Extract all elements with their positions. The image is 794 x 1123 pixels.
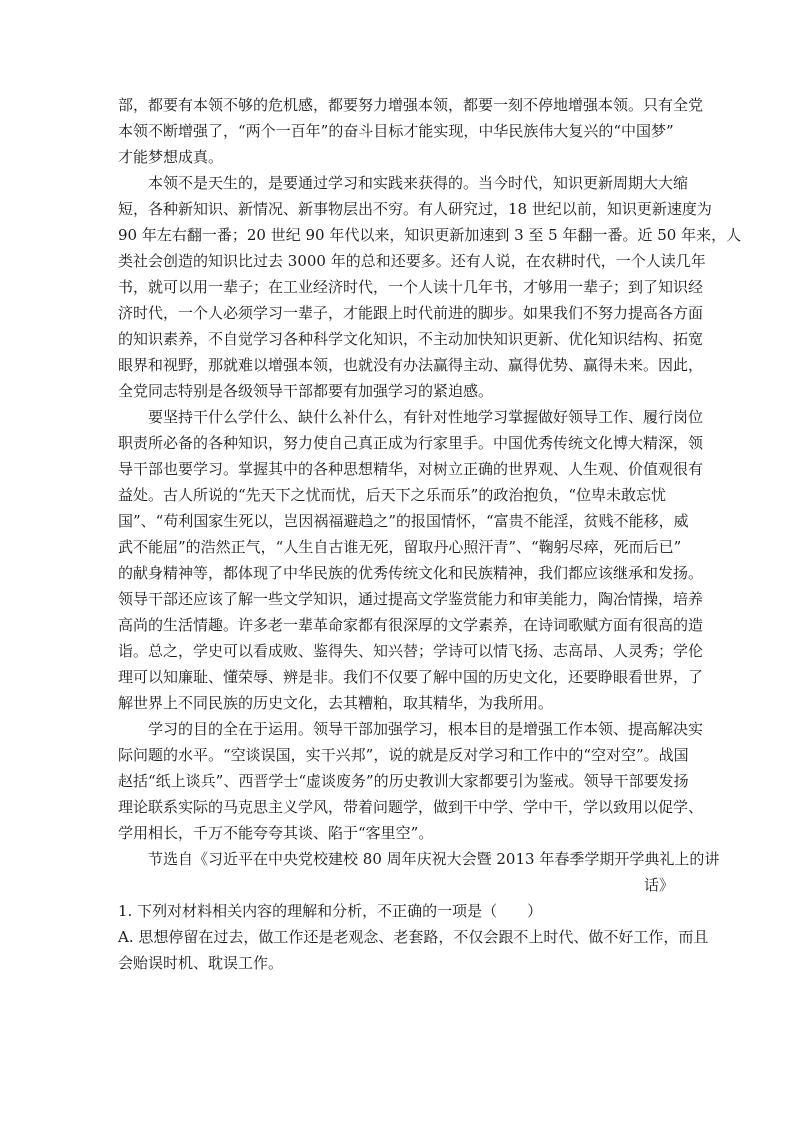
article-line: 济时代，一个人必须学习一辈子，才能跟上时代前进的脚步。如果我们不努力提高各方面	[118, 304, 704, 322]
source-line-end: 话》	[643, 876, 674, 894]
article-line: 本领不断增强了，“两个一百年”的奋斗目标才能实现，中华民族伟大复兴的“中国梦”	[118, 122, 674, 140]
article-line: 眼界和视野，那就难以增强本领，也就没有办法赢得主动、赢得优势、赢得未来。因此，	[118, 356, 704, 374]
source-citation	[118, 846, 720, 898]
article-line: 高尚的生活情趣。许多老一辈革命家都有很深厚的文学素养，在诗词歌赋方面有很高的造	[118, 616, 704, 634]
source-line: 节选自《习近平在中央党校建校 80 周年庆祝大会暨 2013 年春季学期开学典礼上的讲	[118, 850, 720, 868]
article-line: 90 年左右翻一番；20 世纪 90 年代以来，知识更新加速到 3 至 5 年翻一番。近 50 年来，人	[118, 226, 742, 244]
document-page	[118, 92, 742, 976]
article-line: 学用相长，千万不能夸夸其谈、陷于“客里空”。	[118, 824, 434, 842]
article-line: 赵括“纸上谈兵”、西晋学士“虚谈废务”的历史教训大家都要引为鉴戒。领导干部要发扬	[118, 772, 689, 790]
article-line: 书，就可以用一辈子；在工业经济时代，一个人读十几年书，才够用一辈子；到了知识经	[118, 278, 704, 296]
article-line: 益处。古人所说的“先天下之忧而忧，后天下之乐而乐”的政治抱负，“位卑未敢忘忧	[118, 486, 667, 504]
article-line: 职责所必备的各种知识，努力使自己真正成为行家里手。中国优秀传统文化博大精深，领	[118, 434, 704, 452]
article-line: 短，各种新知识、新情况、新事物层出不穷。有人研究过，18 世纪以前，知识更新速度为	[118, 200, 712, 218]
article-line: 诣。总之，学史可以看成败、鉴得失、知兴替；学诗可以情飞扬、志高昂、人灵秀；学伦	[118, 642, 704, 660]
article-line: 的献身精神等，都体现了中华民族的优秀传统文化和民族精神，我们都应该继承和发扬。	[118, 564, 704, 582]
article-line: 解世界上不同民族的历史文化，去其糟粕，取其精华，为我所用。	[118, 694, 554, 712]
option-a: A. 思想停留在过去，做工作还是老观念、老套路，不仅会跟不上时代、做不好工作，而且	[118, 928, 709, 946]
article-line: 导干部也要学习。掌握其中的各种思想精华，对树立正确的世界观、人生观、价值观很有	[118, 460, 704, 478]
question-block	[118, 898, 709, 976]
article-line: 武不能屈”的浩然正气，“人生自古谁无死，留取丹心照汗青”、“鞠躬尽瘁，死而后已”	[118, 538, 682, 556]
article-line: 际问题的水平。“空谈误国，实干兴邦”，说的就是反对学习和工作中的“空对空”。战国	[118, 746, 689, 764]
article-line: 类社会创造的知识比过去 3000 年的总和还要多。还有人说，在农耕时代，一个人读几年	[118, 252, 706, 270]
article-line: 才能梦想成真。	[118, 148, 224, 166]
question-stem: 1. 下列对材料相关内容的理解和分析，不正确的一项是（ ）	[118, 902, 543, 920]
article-line: 本领不是天生的，是要通过学习和实践来获得的。当今时代，知识更新周期大大缩	[118, 174, 689, 192]
option-a-continued: 会贻误时机、耽误工作。	[118, 954, 284, 972]
article-line: 理论联系实际的马克思主义学风，带着问题学，做到干中学、学中干，学以致用以促学、	[118, 798, 704, 816]
article-line: 国”、“苟利国家生死以，岂因祸福避趋之”的报国情怀，“富贵不能淫，贫贱不能移，威	[118, 512, 689, 530]
article-line: 的知识素养，不自觉学习各种科学文化知识，不主动加快知识更新、优化知识结构、拓宽	[118, 330, 704, 348]
article-line: 学习的目的全在于运用。领导干部加强学习，根本目的是增强工作本领、提高解决实	[118, 720, 704, 738]
article-line: 领导干部还应该了解一些文学知识，通过提高文学鉴赏能力和审美能力，陶冶情操，培养	[118, 590, 704, 608]
article-line: 全党同志特别是各级领导干部都要有加强学习的紧迫感。	[118, 382, 494, 400]
article-line: 要坚持干什么学什么、缺什么补什么，有针对性地学习掌握做好领导工作、履行岗位	[118, 408, 704, 426]
article-body	[118, 92, 742, 846]
article-line: 理可以知廉耻、懂荣辱、辨是非。我们不仅要了解中国的历史文化，还要睁眼看世界，了	[118, 668, 704, 686]
article-line: 部，都要有本领不够的危机感，都要努力增强本领，都要一刻不停地增强本领。只有全党	[118, 96, 704, 114]
